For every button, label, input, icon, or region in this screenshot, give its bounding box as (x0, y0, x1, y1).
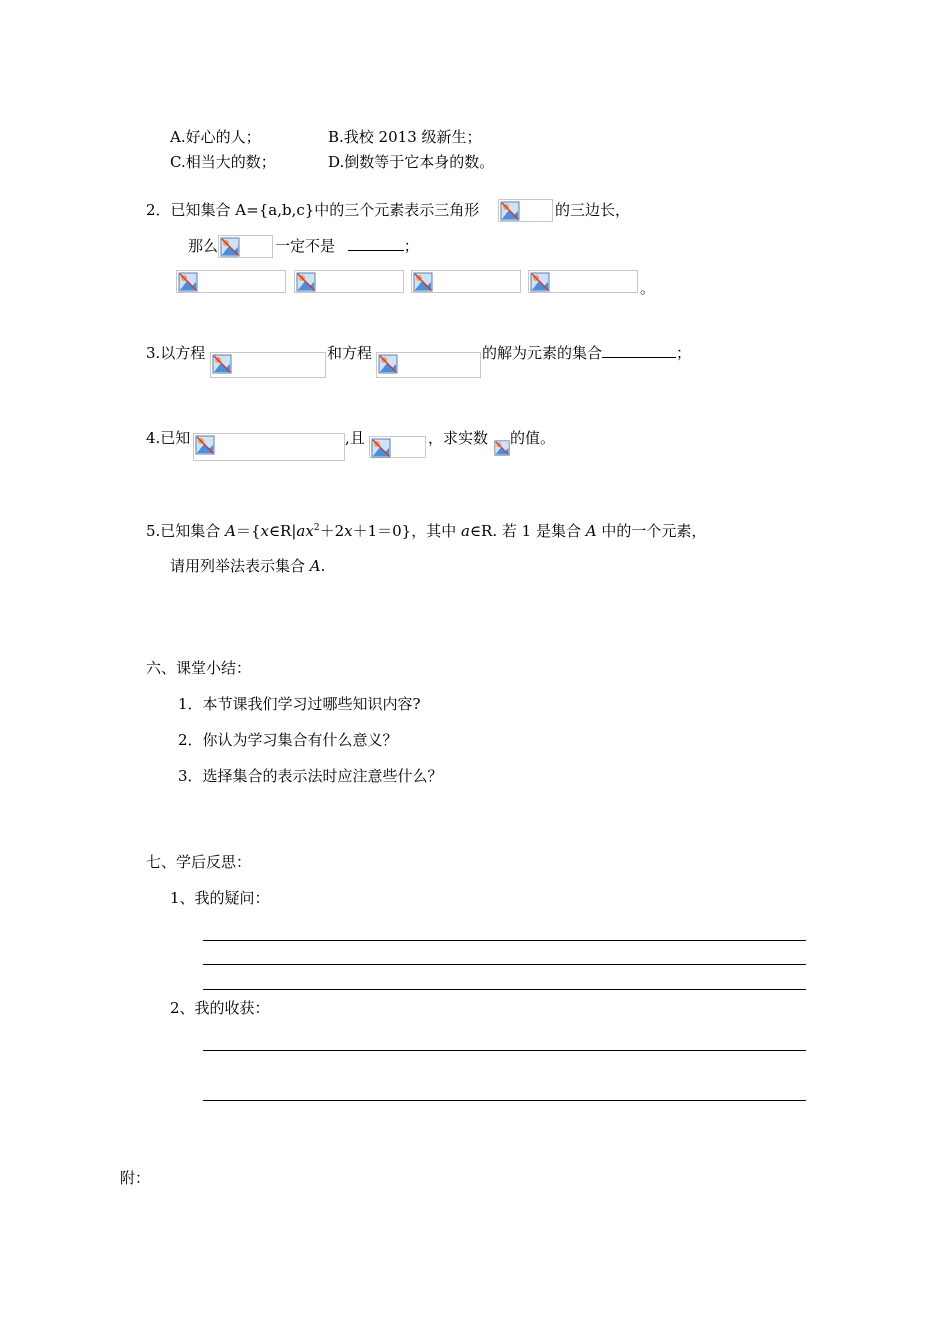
q5-text: . (320, 557, 326, 575)
q5-var-a: A (309, 557, 321, 575)
option-d: D.倒数等于它本身的数。 (328, 153, 495, 171)
q4-prefix: 4.已知 (146, 429, 191, 447)
option-a: A.好心的人； (170, 128, 261, 146)
q5-var-x: x (344, 522, 353, 540)
q3-prefix: 3.以方程 (146, 344, 206, 362)
summary-item: 2．你认为学习集合有什么意义？ (178, 731, 398, 749)
q5-text: ∈R| (268, 522, 297, 540)
q4-middle: ,且 (345, 429, 365, 447)
q3-middle: 和方程 (327, 344, 373, 362)
q5-line1 (146, 521, 706, 541)
appendix-label: 附： (120, 1169, 151, 1187)
q2-line2-middle-text: 一定不是 (275, 237, 336, 255)
reflection-heading: 七、学后反思： (146, 853, 252, 871)
answer-line[interactable] (203, 1100, 806, 1101)
broken-image-icon (210, 352, 326, 378)
broken-image-icon (218, 235, 273, 258)
q5-exponent: 2 (313, 523, 320, 533)
answer-blank[interactable] (348, 236, 404, 251)
q2-line2-middle (275, 236, 419, 256)
broken-image-icon (193, 433, 345, 461)
q4-middle2: ，求实数 (428, 429, 489, 447)
answer-line[interactable] (203, 989, 806, 990)
option-c: C.相当大的数； (170, 153, 276, 171)
broken-image-icon (176, 270, 286, 293)
q5-var-a: A (225, 522, 236, 540)
q5-text: 中的一个元素， (596, 522, 707, 540)
q5-line2 (170, 556, 325, 576)
q5-var-x: x (260, 522, 269, 540)
summary-item: 1．本节课我们学习过哪些知识内容? (178, 695, 421, 713)
q5-text: ＝{ (235, 522, 261, 540)
answer-line[interactable] (203, 940, 806, 941)
q5-text: 5.已知集合 (146, 522, 226, 540)
broken-image-icon (498, 199, 553, 222)
q5-text: ＋1＝0}，其中 (352, 522, 461, 540)
broken-image-icon (376, 352, 481, 378)
q2-prefix: 2．已知集合 A={a,b,c}中的三个元素表示三角形 (146, 201, 480, 219)
q5-var-a-lower: a (296, 522, 306, 540)
q5-var-a: A (585, 522, 597, 540)
q4-suffix: 的值。 (510, 429, 556, 447)
summary-heading: 六、课堂小结： (146, 659, 252, 677)
broken-image-icon (411, 270, 521, 293)
broken-image-icon (494, 440, 511, 457)
summary-item: 3．选择集合的表示法时应注意些什么？ (178, 767, 443, 785)
broken-image-icon (369, 436, 426, 458)
q5-var-x: x (305, 522, 314, 540)
broken-image-icon (294, 270, 404, 293)
q5-var-a-lower: a (460, 522, 470, 540)
q5-text: ＋2 (319, 522, 345, 540)
q2-line2-prefix: 那么 (188, 237, 219, 255)
answer-line[interactable] (203, 964, 806, 965)
q2-line3-end: 。 (640, 279, 656, 297)
q5-text: 请用列举法表示集合 (170, 557, 310, 575)
q2-suffix: 的三边长， (555, 201, 631, 219)
answer-blank[interactable] (602, 343, 676, 358)
q3-end: ； (676, 344, 692, 362)
answer-line[interactable] (203, 1050, 806, 1051)
q3-suffix: 的解为元素的集合 (482, 344, 603, 362)
reflection-question-2: 2、我的收获： (170, 999, 270, 1017)
q2-line2-end: ； (403, 237, 419, 255)
q5-text: ∈R. 若 1 是集合 (469, 522, 586, 540)
broken-image-icon (528, 270, 638, 293)
reflection-question-1: 1、我的疑问： (170, 889, 270, 907)
option-b: B.我校 2013 级新生； (328, 128, 482, 146)
q3-suffix-line (482, 343, 691, 363)
